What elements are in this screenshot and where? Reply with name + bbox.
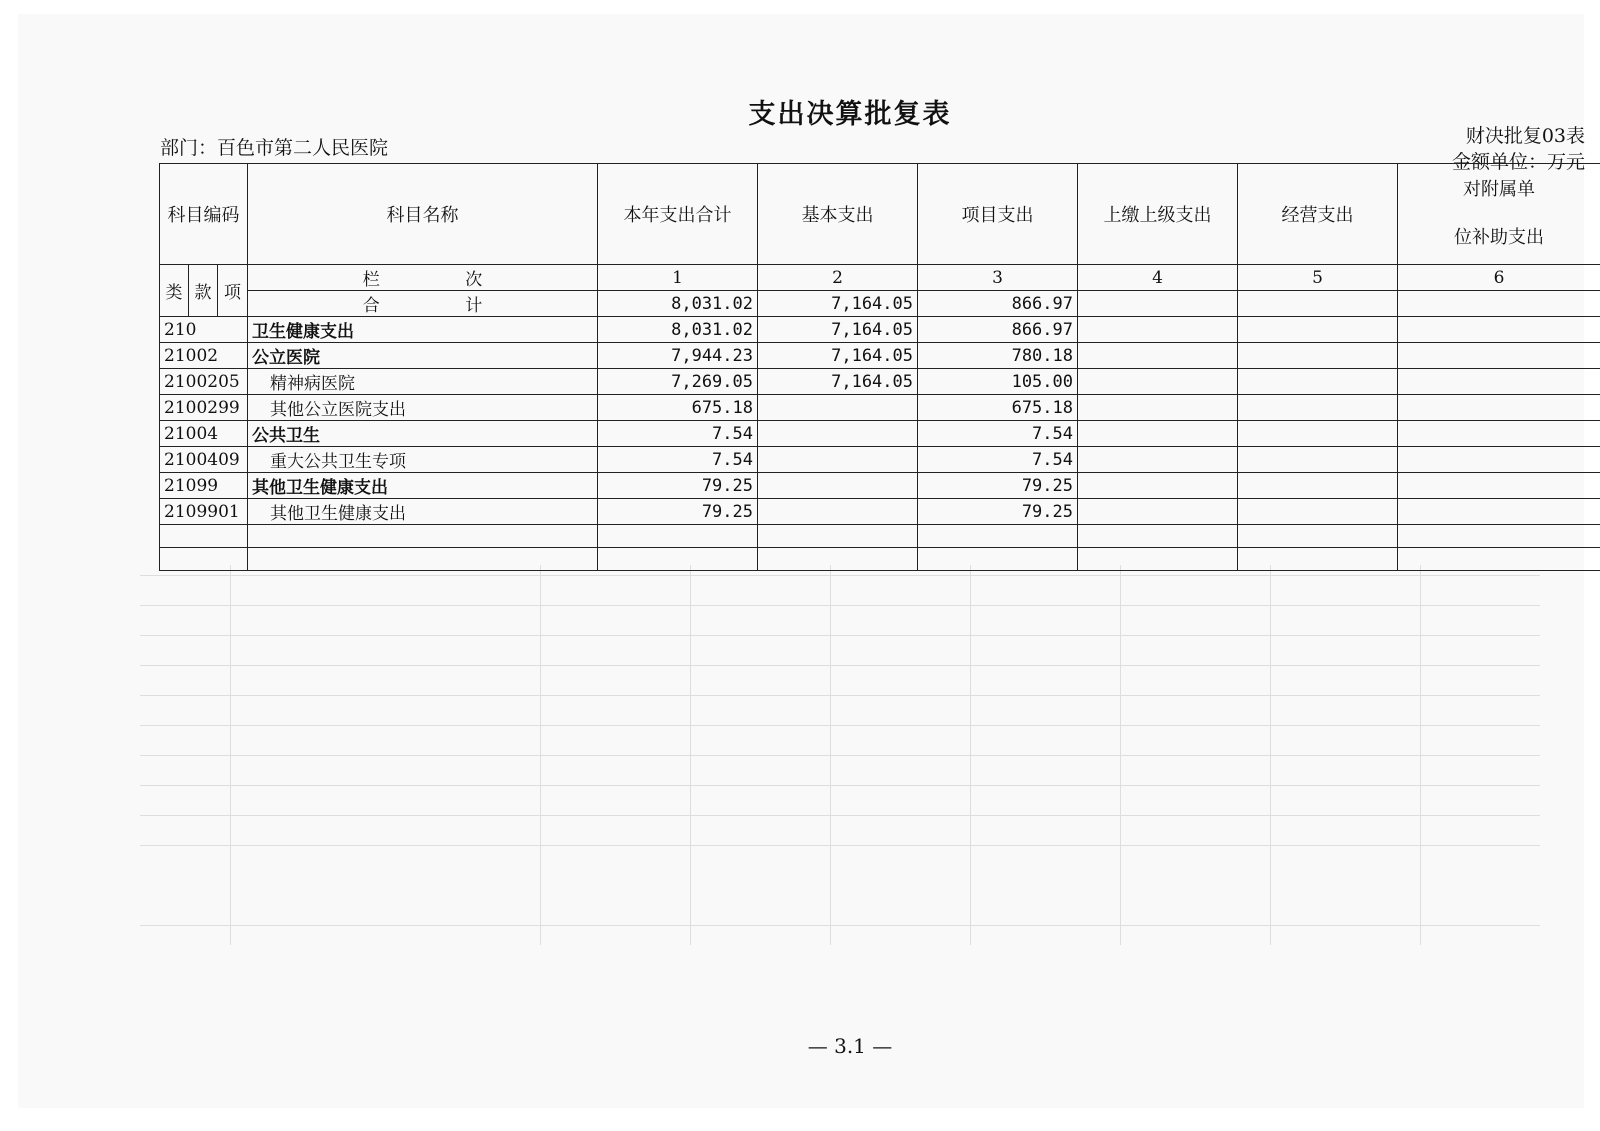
header-kuan: 款: [189, 265, 218, 317]
row-basic: [758, 421, 918, 447]
header-name: 科目名称: [248, 164, 598, 265]
bleed-through-background: [140, 565, 1540, 945]
header-total: 本年支出合计: [598, 164, 758, 265]
he-char: 合: [362, 296, 380, 316]
lanci-label: [248, 265, 598, 291]
row-project: 7.54: [918, 421, 1078, 447]
col-index-4: 4: [1078, 265, 1238, 291]
row-name: 其他公立医院支出: [248, 395, 598, 421]
empty-row: [160, 525, 1600, 548]
row-total: 675.18: [598, 395, 758, 421]
total-basic: 7,164.05: [758, 291, 918, 317]
ji-char: 计: [465, 296, 483, 316]
page-number: — 3.1 —: [807, 1034, 893, 1058]
row-basic: [758, 473, 918, 499]
row-name: 其他卫生健康支出: [248, 473, 598, 499]
page-title: 支出决算批复表: [748, 99, 952, 130]
row-name: 公立医院: [248, 343, 598, 369]
row-project: 780.18: [918, 343, 1078, 369]
header-basic: 基本支出: [758, 164, 918, 265]
col-index-2: 2: [758, 265, 918, 291]
row-total: 7.54: [598, 421, 758, 447]
row-code: 2100409: [160, 447, 248, 473]
header-upper: 上缴上级支出: [1078, 164, 1238, 265]
amount-unit: 金额单位：万元: [1451, 151, 1585, 173]
row-code: 2109901: [160, 499, 248, 525]
header-subsidy-line1: 对附属单: [1463, 179, 1535, 200]
row-code: 210: [160, 317, 248, 343]
row-code: 21099: [160, 473, 248, 499]
heji-label: [248, 291, 598, 317]
row-basic: [758, 447, 918, 473]
table-row: [160, 499, 1600, 525]
col-index-1: 1: [598, 265, 758, 291]
row-total: 7.54: [598, 447, 758, 473]
row-code: 2100205: [160, 369, 248, 395]
col-index-5: 5: [1238, 265, 1398, 291]
lan-char: 栏: [362, 270, 380, 290]
row-project: 79.25: [918, 473, 1078, 499]
header-row: [160, 164, 1600, 265]
header-code: 科目编码: [160, 164, 248, 265]
table-row: [160, 421, 1600, 447]
total-project: 866.97: [918, 291, 1078, 317]
column-index-row: [160, 265, 1600, 291]
total-amount: 8,031.02: [598, 291, 758, 317]
ci-char: 次: [465, 270, 483, 290]
table-row: [160, 317, 1600, 343]
row-name: 精神病医院: [248, 369, 598, 395]
row-basic: [758, 395, 918, 421]
header-xiang: 项: [218, 265, 248, 317]
row-total: 79.25: [598, 499, 758, 525]
table-row: [160, 395, 1600, 421]
row-basic: [758, 499, 918, 525]
table-row: [160, 369, 1600, 395]
row-name: 卫生健康支出: [248, 317, 598, 343]
row-total: 7,944.23: [598, 343, 758, 369]
table-row: [160, 447, 1600, 473]
row-project: 79.25: [918, 499, 1078, 525]
row-total: 8,031.02: [598, 317, 758, 343]
header-subsidy-line2: 位补助支出: [1454, 227, 1544, 248]
header-project: 项目支出: [918, 164, 1078, 265]
row-code: 21004: [160, 421, 248, 447]
table-row: [160, 343, 1600, 369]
row-total: 79.25: [598, 473, 758, 499]
total-row: [160, 291, 1600, 317]
empty-row: [160, 548, 1600, 571]
row-total: 7,269.05: [598, 369, 758, 395]
header-lei: 类: [160, 265, 189, 317]
row-name: 重大公共卫生专项: [248, 447, 598, 473]
row-project: 7.54: [918, 447, 1078, 473]
col-index-3: 3: [918, 265, 1078, 291]
row-name: 公共卫生: [248, 421, 598, 447]
table-row: [160, 473, 1600, 499]
row-project: 105.00: [918, 369, 1078, 395]
col-index-6: 6: [1398, 265, 1600, 291]
row-project: 675.18: [918, 395, 1078, 421]
row-basic: 7,164.05: [758, 369, 918, 395]
row-basic: 7,164.05: [758, 317, 918, 343]
expenditure-table: [159, 163, 1600, 571]
row-basic: 7,164.05: [758, 343, 918, 369]
header-subsidy: [1398, 164, 1600, 265]
department-label: 部门：百色市第二人民医院: [160, 137, 389, 159]
row-code: 2100299: [160, 395, 248, 421]
row-project: 866.97: [918, 317, 1078, 343]
row-code: 21002: [160, 343, 248, 369]
header-business: 经营支出: [1238, 164, 1398, 265]
form-number: 财决批复03表: [1465, 125, 1585, 147]
row-name: 其他卫生健康支出: [248, 499, 598, 525]
